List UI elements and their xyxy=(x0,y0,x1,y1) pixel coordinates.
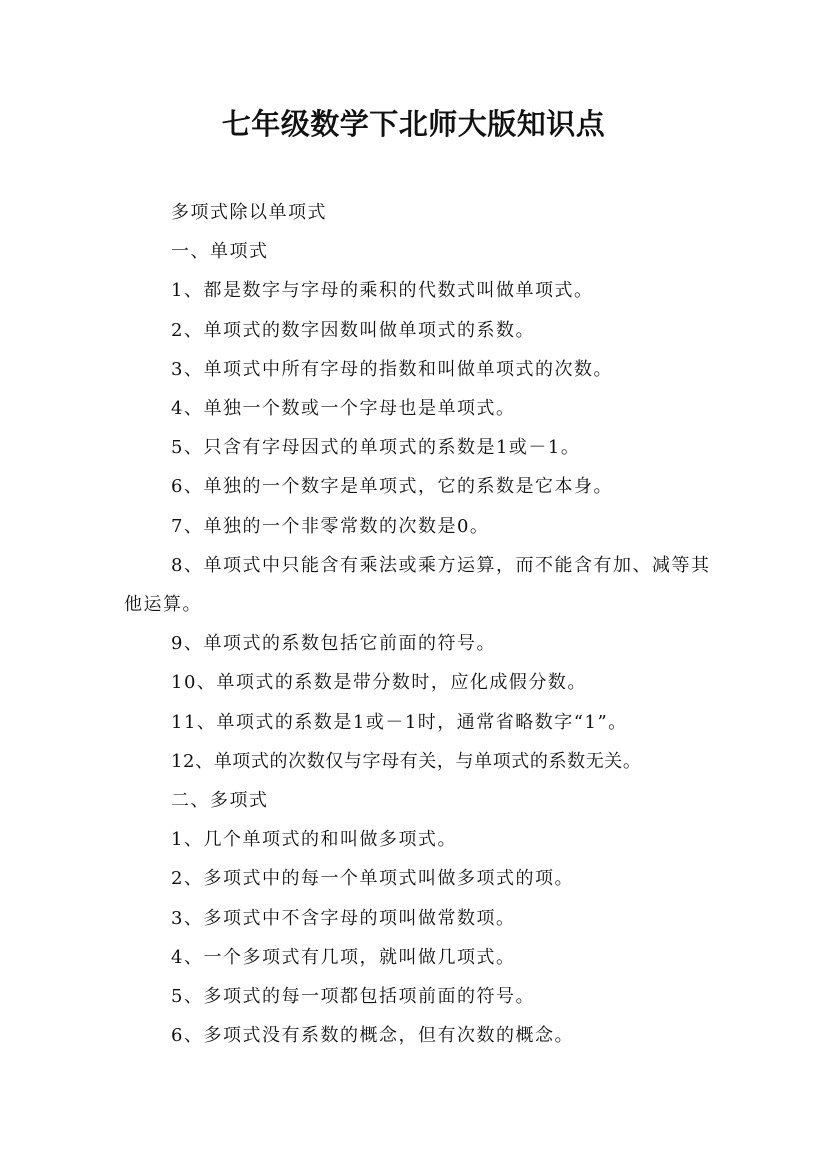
paragraph: 5、只含有字母因式的单项式的系数是1或－1。 xyxy=(171,437,581,459)
paragraph: 7、单独的一个非零常数的次数是0。 xyxy=(171,515,490,537)
paragraph: 4、单独一个数或一个字母也是单项式。 xyxy=(171,398,516,420)
paragraph: 10、单项式的系数是带分数时，应化成假分数。 xyxy=(171,672,587,694)
paragraph-wrapped: 8、单项式中只能含有乘法或乘方运算，而不能含有加、减等其他运算。 xyxy=(124,554,711,616)
section-heading-monomial: 一、单项式 xyxy=(171,241,269,263)
paragraph: 1、都是数字与字母的乘积的代数式叫做单项式。 xyxy=(171,280,594,302)
paragraph: 3、多项式中不含字母的项叫做常数项。 xyxy=(171,907,516,929)
paragraph: 11、单项式的系数是1或－1时，通常省略数字“1”。 xyxy=(171,711,628,733)
section-heading-polynomial-division: 多项式除以单项式 xyxy=(171,202,327,223)
document-body xyxy=(124,193,716,1055)
paragraph: 2、单项式的数字因数叫做单项式的系数。 xyxy=(171,319,535,341)
paragraph: 9、单项式的系数包括它前面的符号。 xyxy=(171,633,496,655)
paragraph: 1、几个单项式的和叫做多项式。 xyxy=(171,829,457,851)
paragraph: 4、一个多项式有几项，就叫做几项式。 xyxy=(171,946,516,968)
paragraph: 6、单独的一个数字是单项式，它的系数是它本身。 xyxy=(171,476,613,498)
paragraph: 12、单项式的次数仅与字母有关，与单项式的系数无关。 xyxy=(171,750,642,772)
paragraph: 3、单项式中所有字母的指数和叫做单项式的次数。 xyxy=(171,358,613,380)
paragraph: 5、多项式的每一项都包括项前面的符号。 xyxy=(171,986,535,1008)
paragraph: 6、多项式没有系数的概念，但有次数的概念。 xyxy=(171,1025,574,1047)
document-title: 七年级数学下北师大版知识点 xyxy=(221,107,606,141)
paragraph: 2、多项式中的每一个单项式叫做多项式的项。 xyxy=(171,868,574,890)
section-heading-polynomial: 二、多项式 xyxy=(171,790,269,812)
